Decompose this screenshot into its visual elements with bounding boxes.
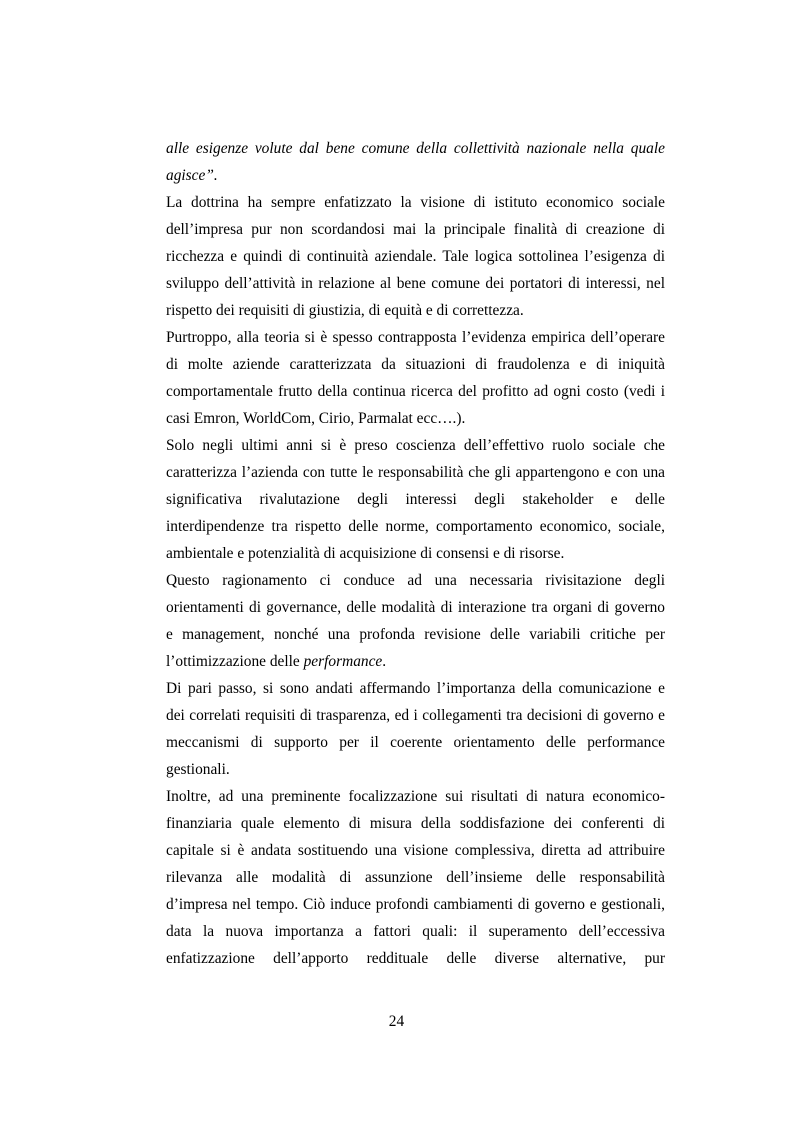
paragraph-4-line-1: Questo ragionamento ci conduce ad una necessaria rivisitazione degli — [166, 572, 665, 589]
paragraph-1-line-1: La dottrina ha sempre enfatizzato la visione di istituto economico sociale — [166, 194, 665, 211]
paragraph-6-line-1: Inoltre, ad una preminente focalizzazione sui risultati di natura economico- — [166, 788, 665, 805]
paragraph-2-line-3: comportamentale frutto della continua ricerca del profitto ad ogni costo (vedi i — [166, 383, 665, 400]
paragraph-4-line-4 — [166, 652, 665, 672]
paragraph-4-line-4-text: l’ottimizzazione delle — [166, 653, 304, 670]
paragraph-1-line-2: dell’impresa pur non scordandosi mai la principale finalità di creazione di — [166, 221, 665, 238]
paragraph-6-line-2: finanziaria quale elemento di misura della soddisfazione dei conferenti di — [166, 815, 665, 832]
paragraph-6-line-3: capitale si è andata sostituendo una visione complessiva, diretta ad attribuire — [166, 842, 665, 859]
paragraph-2-line-2: di molte aziende caratterizzata da situazioni di fraudolenza e di iniquità — [166, 356, 665, 373]
paragraph-1-line-4: sviluppo dell’attività in relazione al bene comune dei portatori di interessi, nel — [166, 275, 665, 292]
performance-italic: performance — [303, 653, 383, 670]
paragraph-4-line-4-tail: . — [382, 653, 387, 670]
paragraph-5-line-2: dei correlati requisiti di trasparenza, ed i collegamenti tra decisioni di governo e — [166, 707, 665, 724]
paragraph-2-line-4: casi Emron, WorldCom, Cirio, Parmalat ecc….). — [166, 410, 466, 427]
paragraph-5-line-4: gestionali. — [166, 761, 230, 778]
paragraph-5-line-1: Di pari passo, si sono andati affermando l’importanza della comunicazione e — [166, 680, 665, 697]
paragraph-4-line-3: e management, nonché una profonda revisione delle variabili critiche per — [166, 626, 665, 643]
quote-line-1: alle esigenze volute dal bene comune della collettività nazionale nella quale — [166, 140, 665, 157]
paragraph-3-line-4: interdipendenze tra rispetto delle norme, comportamento economico, sociale, — [166, 518, 665, 535]
paragraph-1-line-3: ricchezza e quindi di continuità aziendale. Tale logica sottolinea l’esigenza di — [166, 248, 665, 265]
paragraph-6-line-4: rilevanza alle modalità di assunzione dell’insieme delle responsabilità — [166, 869, 665, 886]
paragraph-3-line-5: ambientale e potenzialità di acquisizione di consensi e di risorse. — [166, 545, 565, 562]
paragraph-6-line-7: enfatizzazione dell’apporto reddituale delle diverse alternative, pur — [166, 950, 665, 967]
paragraph-5-line-3: meccanismi di supporto per il coerente orientamento delle performance — [166, 734, 665, 751]
paragraph-4-line-2: orientamenti di governance, delle modalità di interazione tra organi di governo — [166, 599, 665, 616]
page-number: 24 — [388, 1013, 405, 1030]
paragraph-3-line-1: Solo negli ultimi anni si è preso coscienza dell’effettivo ruolo sociale che — [166, 437, 665, 454]
paragraph-3-line-3: significativa rivalutazione degli interessi degli stakeholder e delle — [166, 491, 665, 508]
paragraph-6-line-6: data la nuova importanza a fattori quali: il superamento dell’eccessiva — [166, 923, 665, 940]
quote-line-2: agisce”. — [166, 167, 218, 184]
paragraph-3-line-2: caratterizza l’azienda con tutte le responsabilità che gli appartengono e con una — [166, 464, 665, 481]
paragraph-1-line-5: rispetto dei requisiti di giustizia, di equità e di correttezza. — [166, 302, 524, 319]
paragraph-2-line-1: Purtroppo, alla teoria si è spesso contrapposta l’evidenza empirica dell’operare — [166, 329, 665, 346]
paragraph-6-line-5: d’impresa nel tempo. Ciò induce profondi cambiamenti di governo e gestionali, — [166, 896, 665, 913]
